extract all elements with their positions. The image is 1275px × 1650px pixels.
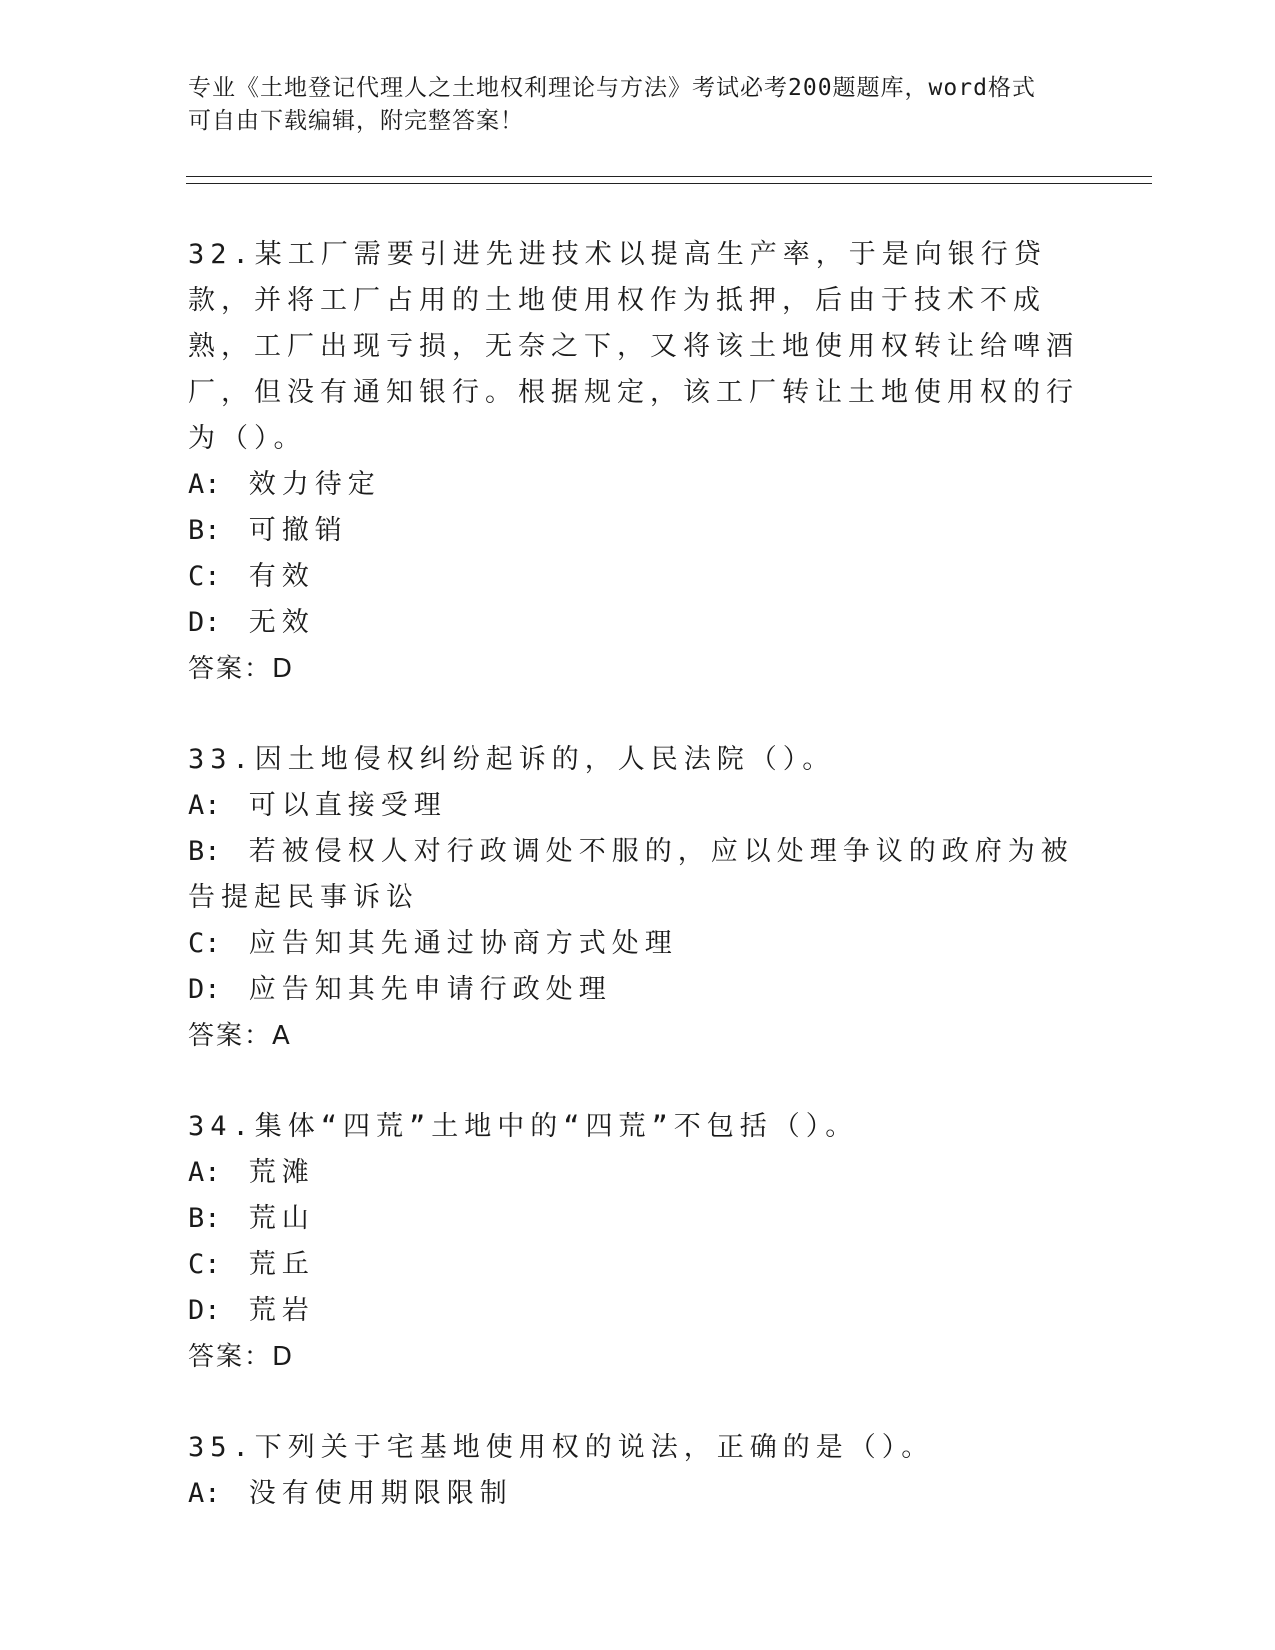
header-divider-bottom bbox=[186, 183, 1152, 184]
option-letter: C bbox=[188, 928, 205, 959]
question-33 bbox=[188, 737, 1088, 1059]
answer-label: 答案： bbox=[188, 1342, 273, 1372]
option-letter: A bbox=[188, 1157, 205, 1188]
question-32 bbox=[188, 232, 1088, 692]
header-divider-top bbox=[186, 176, 1152, 177]
option-letter: A bbox=[188, 790, 205, 821]
option-text: 荒丘 bbox=[248, 1249, 315, 1280]
option-a: A: 荒滩 bbox=[188, 1157, 315, 1188]
option-d: D: 无效 bbox=[188, 607, 315, 638]
option-letter: B bbox=[188, 836, 205, 867]
option-text: 应告知其先通过协商方式处理 bbox=[248, 928, 678, 959]
option-text: 没有使用期限限制 bbox=[248, 1478, 513, 1509]
option-text: 可撤销 bbox=[248, 515, 348, 546]
option-letter: A bbox=[188, 1478, 205, 1509]
header-line-2: 可自由下载编辑，附完整答案！ bbox=[188, 108, 524, 134]
answer-label: 答案： bbox=[188, 1021, 273, 1051]
option-letter: B bbox=[188, 515, 205, 546]
option-a: A: 没有使用期限限制 bbox=[188, 1478, 513, 1509]
option-text: 荒滩 bbox=[248, 1157, 315, 1188]
question-stem: 35.下列关于宅基地使用权的说法，正确的是（）。 bbox=[188, 1432, 935, 1463]
answer-value: D bbox=[272, 1342, 295, 1372]
answer-value: A bbox=[272, 1021, 292, 1051]
option-letter: D bbox=[188, 974, 205, 1005]
option-text: 应告知其先申请行政处理 bbox=[248, 974, 612, 1005]
question-stem: 33.因土地侵权纠纷起诉的，人民法院（）。 bbox=[188, 744, 836, 775]
answer-label: 答案： bbox=[188, 654, 273, 684]
question-stem: 34.集体“四荒”土地中的“四荒”不包括（）。 bbox=[188, 1111, 859, 1142]
option-letter: B bbox=[188, 1203, 205, 1234]
answer-value: D bbox=[272, 654, 295, 684]
option-d: D: 荒岩 bbox=[188, 1295, 315, 1326]
option-letter: C bbox=[188, 561, 205, 592]
option-d: D: 应告知其先申请行政处理 bbox=[188, 974, 612, 1005]
question-stem: 32.某工厂需要引进先进技术以提高生产率，于是向银行贷款，并将工厂占用的土地使用权作为抵押，后由于技术不成熟，工厂出现亏损，无奈之下，又将该土地使用权转让给啤酒厂，但没有通知银行。根据规定，该工厂转让土地使用权的行为（）。 bbox=[188, 239, 1079, 454]
option-letter: D bbox=[188, 1295, 205, 1326]
header-line-1: 专业《土地登记代理人之土地权利理论与方法》考试必考200题题库，word格式 bbox=[188, 75, 1036, 101]
option-text: 荒山 bbox=[248, 1203, 315, 1234]
option-text: 可以直接受理 bbox=[248, 790, 447, 821]
option-c: C: 应告知其先通过协商方式处理 bbox=[188, 928, 678, 959]
option-text: 有效 bbox=[248, 561, 315, 592]
option-b: B: 可撤销 bbox=[188, 515, 348, 546]
option-a: A: 可以直接受理 bbox=[188, 790, 447, 821]
answer-line bbox=[188, 646, 1088, 692]
option-a: A: 效力待定 bbox=[188, 469, 381, 500]
answer-line bbox=[188, 1334, 1088, 1380]
option-b: B: 荒山 bbox=[188, 1203, 315, 1234]
question-34 bbox=[188, 1104, 1088, 1380]
document-header bbox=[188, 72, 1088, 138]
option-letter: C bbox=[188, 1249, 205, 1280]
option-letter: D bbox=[188, 607, 205, 638]
option-c: C: 荒丘 bbox=[188, 1249, 315, 1280]
option-b: B: 若被侵权人对行政调处不服的，应以处理争议的政府为被告提起民事诉讼 bbox=[188, 836, 1074, 913]
option-text: 若被侵权人对行政调处不服的，应以处理争议的政府为被告提起民事诉讼 bbox=[188, 836, 1074, 913]
question-35 bbox=[188, 1425, 1088, 1517]
option-c: C: 有效 bbox=[188, 561, 315, 592]
option-text: 无效 bbox=[248, 607, 315, 638]
option-letter: A bbox=[188, 469, 205, 500]
option-text: 效力待定 bbox=[248, 469, 381, 500]
option-text: 荒岩 bbox=[248, 1295, 315, 1326]
question-list bbox=[188, 232, 1088, 1562]
answer-line bbox=[188, 1013, 1088, 1059]
